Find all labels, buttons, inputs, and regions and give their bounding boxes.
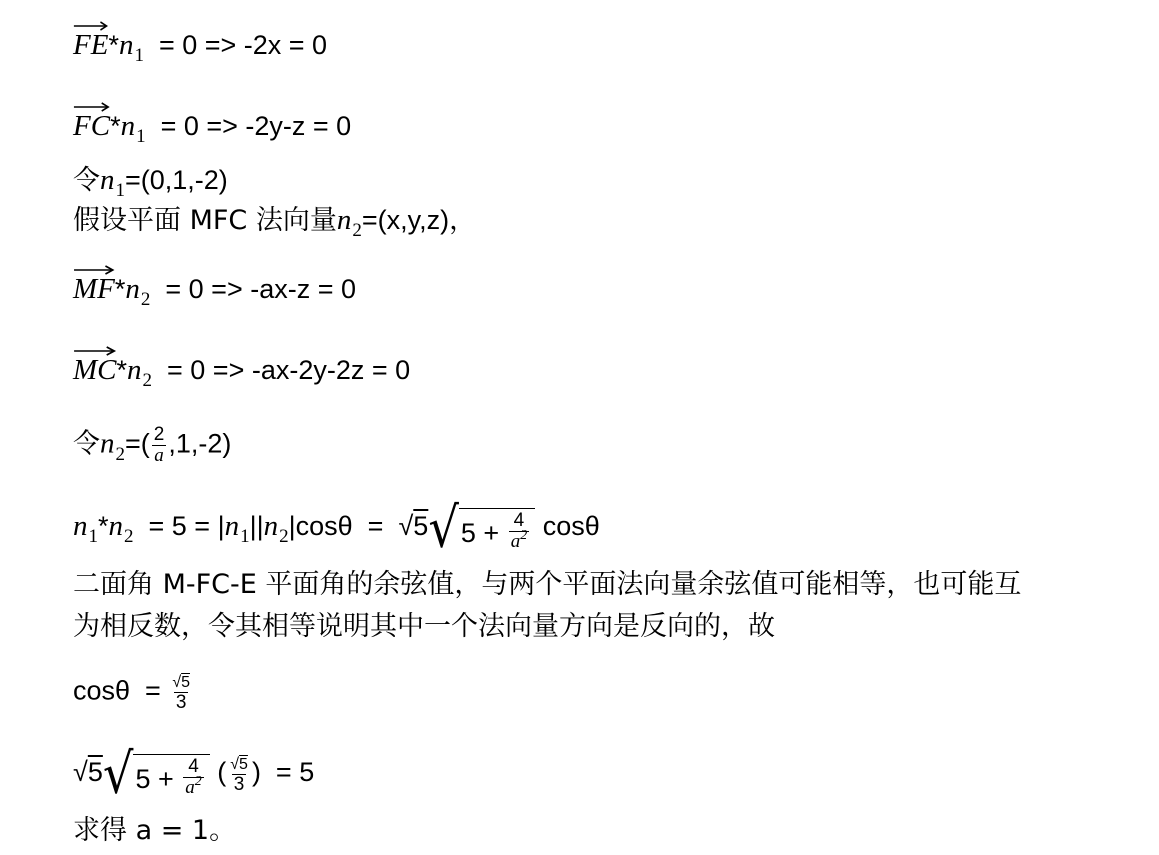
let-n2: 令$n_2=$( $\frac{2}{a}$ ,1,-2) xyxy=(73,424,232,466)
cos-theta-equation: cosθ = $\frac{√5}{3}$ xyxy=(73,674,190,713)
solve-equation: √5 √ 5 + $\frac{4}{a^2}$ ( $\frac{√5}{3}$ ) = 5 xyxy=(73,741,315,807)
paragraph-line-1: 二面角 M-FC-E 平面角的余弦值，与两个平面法向量余弦值可能相等，也可能互 xyxy=(73,569,1022,600)
equation-mf-n2: $MF*n_2 = 0 => -ax-z = 0$ xyxy=(73,268,356,310)
vector-arrow-icon xyxy=(73,346,117,356)
sqrt-expression: √ 5 + $\frac{4}{a^2}$ xyxy=(428,502,535,554)
vector-arrow-icon xyxy=(73,102,110,112)
assume-n2: 假设平面 MFC 法向量$n_2=(x,y,z)$， xyxy=(73,204,477,241)
equation-fc-n1: $FC*n_1 = 0 => -2y-z = 0$ xyxy=(73,105,351,147)
vector-fe: FE xyxy=(73,24,108,62)
sqrt-expression: √ 5 + $\frac{4}{a^2}$ xyxy=(103,748,210,800)
fraction-sqrt5-over-3: $\frac{√5}{3}$ xyxy=(172,674,190,713)
let-n1: 令$n_1=(0,1,-2)$ xyxy=(73,164,228,201)
equation-fe-n1: $FE*n_1 = 0 => -2x = 0$ xyxy=(73,24,327,66)
equation-mc-n2: $MC*n_2 = 0 => -ax-2y-2z = 0$ xyxy=(73,349,410,391)
fraction-sqrt5-over-3: $\frac{√5}{3}$ xyxy=(230,755,248,795)
vector-mf: MF xyxy=(73,268,115,306)
vector-fc: FC xyxy=(73,105,110,143)
dot-product-equation: $n_1*n_2 = 5 = |n_1||n_2|\cos\theta = √5$ √ 5 + $\frac{4}{a^2}$ cosθ xyxy=(73,495,600,561)
sqrt-5: √5 xyxy=(73,757,103,788)
vector-arrow-icon xyxy=(73,265,115,275)
vector-arrow-icon xyxy=(73,21,108,31)
result-a: 求得 a = 1。 xyxy=(73,815,237,846)
paragraph-line-2: 为相反数，令其相等说明其中一个法向量方向是反向的，故 xyxy=(73,611,775,642)
fraction-2-over-a: $\frac{2}{a}$ xyxy=(153,424,165,466)
vector-mc: MC xyxy=(73,349,117,387)
sqrt-5: √5 xyxy=(398,511,429,542)
